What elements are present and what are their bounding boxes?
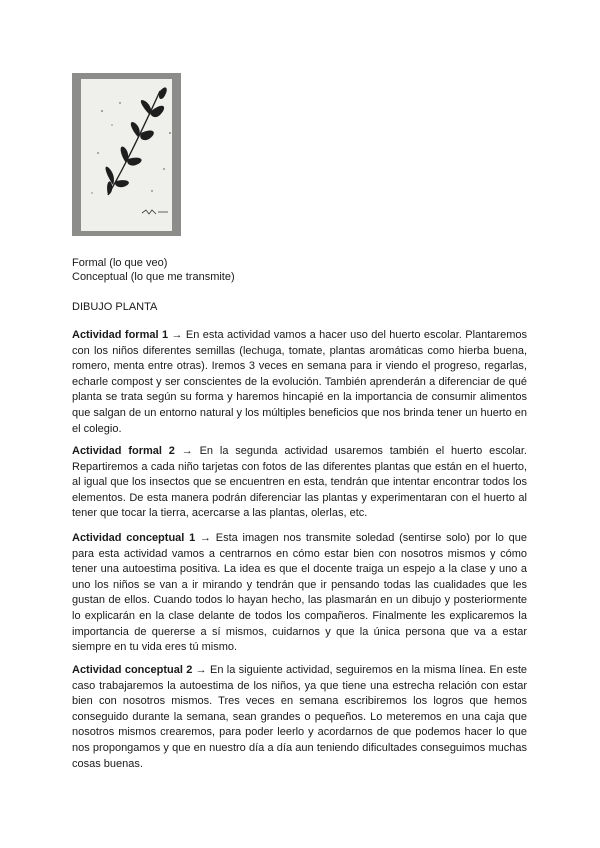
activity-text: Esta imagen nos transmite soledad (sentirse solo) por lo que para esta actividad vamos a centrarnos en cómo estar bien con nosotros mismos y cómo tener una autoestima positiva. La idea es que el docente traiga un espejo a la clase y uno a uno los niños se van a ir mirando y tendrán que ir pensando todas las cualidades que les gustan de ellos. Cuando todos lo hayan hecho, las plasmarán en un dibujo y posteriormente lo explicarán en la clase delante de todos los compañeros. Finalmente les explicaremos la importancia de quererse a sí mismos, cuidarnos y que la única persona que va a estar siempre en tu vida eres tú mismo. xyxy=(72,532,527,654)
conceptual-label: Conceptual (lo que me transmite) xyxy=(72,271,235,283)
activity-text: En la siguiente actividad, seguiremos en la misma línea. En este caso trabajaremos la autoestima de los niños, ya que tiene una estrecha relación con estar bien con nosotros mismos. Tres veces en semana escribiremos los logros que hemos conseguido durante la semana, sean grandes o pequeños. Lo meteremos en una caja que nosotros mismos crearemos, para poder leerlo y acordarnos de que podemos hacer lo que nos propongamos y que en nuestro día a día aun teniendo dificultades conseguimos muchas cosas buenas. xyxy=(72,664,527,770)
activity-paragraph-conceptual-2 xyxy=(72,663,527,772)
plant-drawing-photo xyxy=(72,73,181,236)
plant-branch-illustration xyxy=(72,73,181,236)
activity-text: En esta actividad vamos a hacer uso del huerto escolar. Plantaremos con los niños diferentes semillas (lechuga, tomate, plantas aromáticas como hierba buena, romero, menta entre otras). Iremos 3 veces en semana para ir viendo el progreso, regarlas, echarle compost y ser conscientes de la evolución. También aprenderán a diferenciar de qué planta se trata según su forma y haremos hincapié en la importancia de consumir alimentos que salgan de un entorno natural y los múltiples beneficios que nos brinda tener un huerto en el colegio. xyxy=(72,329,527,435)
activity-title: Actividad conceptual 1 → xyxy=(72,532,211,544)
section-heading: DIBUJO PLANTA xyxy=(72,301,158,313)
legend-lines xyxy=(72,256,235,284)
activity-paragraph-formal-1 xyxy=(72,328,527,437)
activity-title: Actividad conceptual 2 → xyxy=(72,664,207,676)
activity-title: Actividad formal 1 → xyxy=(72,329,183,341)
activity-text: En la segunda actividad usaremos también el huerto escolar. Repartiremos a cada niño tarjetas con fotos de las diferentes plantas que están en el huerto, al igual que los insectos que se encuentren en esta, tendrán que intentar encontrar todos los elementos. De esta manera podrán diferenciar las plantas y experimentaran con el huerto al tener que tocar la tierra, acercarse a las plantas, olerlas, etc. xyxy=(72,445,527,520)
activity-paragraph-conceptual-1 xyxy=(72,531,527,656)
formal-label: Formal (lo que veo) xyxy=(72,257,168,269)
activity-title: Actividad formal 2 → xyxy=(72,445,193,457)
activity-paragraph-formal-2 xyxy=(72,444,527,522)
